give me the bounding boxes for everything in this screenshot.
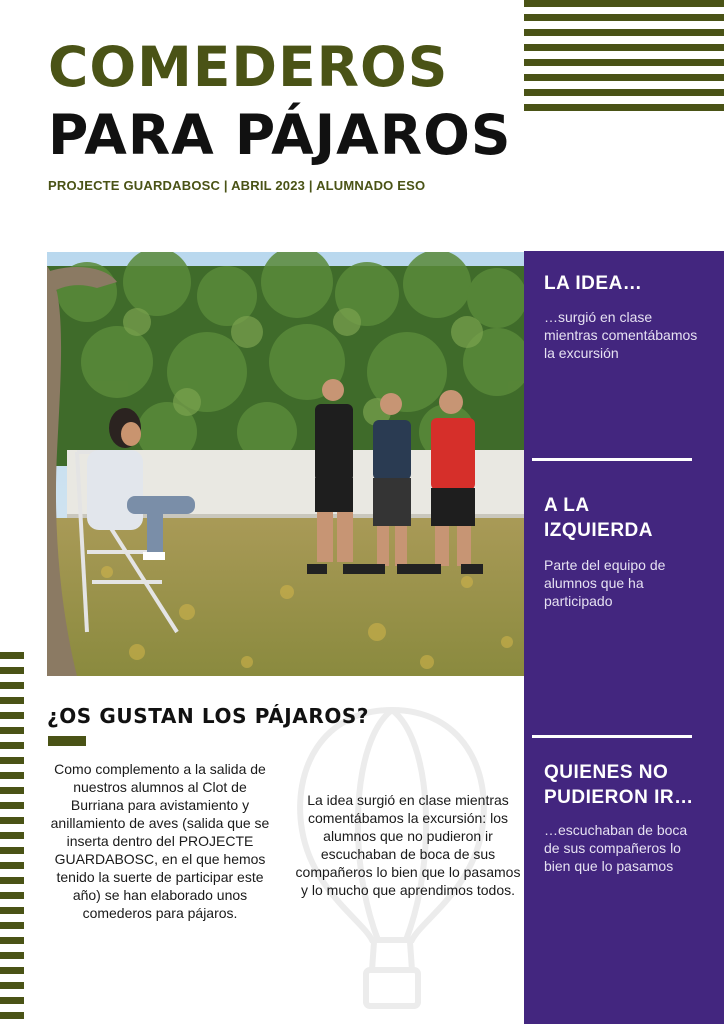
sidebar-heading-quienes-line1: QUIENES NO bbox=[544, 762, 669, 783]
sidebar-body-izquierda: Parte del equipo de alumnos que ha participado bbox=[544, 557, 666, 609]
page-title-line1: COMEDEROS bbox=[48, 35, 449, 99]
sidebar-body-idea: …surgió en clase mientras comentábamos la excursión bbox=[544, 309, 698, 361]
article-column-1: Como complemento a la salida de nuestros alumnos al Clot de Burriana para avistamiento y anillamiento de aves (salida que se inserta dentro del PROJECTE GUARDABOSC, en el que hemos tenido la suerte de participar este año) se han elaborado unos comederos para pájaros. bbox=[50, 761, 270, 921]
photo-students-standing-by-hedge bbox=[47, 252, 524, 676]
article-heading: ¿OS GUSTAN LOS PÁJAROS? bbox=[47, 704, 370, 728]
sidebar bbox=[524, 251, 724, 1024]
sidebar-heading-izquierda-line2: IZQUIERDA bbox=[544, 520, 653, 541]
top-right-stripes bbox=[524, 0, 724, 112]
sidebar-divider bbox=[532, 735, 692, 738]
left-stripes bbox=[0, 652, 24, 1024]
sidebar-body-quienes: …escuchaban de boca de sus compañeros lo bien que lo pasamos bbox=[544, 822, 688, 874]
students-photo bbox=[47, 252, 524, 676]
sidebar-divider bbox=[532, 458, 692, 461]
sidebar-heading-izquierda-line1: A LA bbox=[544, 495, 590, 516]
sidebar-heading-quienes-line2: PUDIERON IR… bbox=[544, 787, 694, 808]
page-subtitle: PROJECTE GUARDABOSC | ABRIL 2023 | ALUMNADO ESO bbox=[48, 178, 426, 193]
sidebar-heading-idea: LA IDEA… bbox=[544, 273, 643, 294]
article-column-2: La idea surgió en clase mientras comentábamos la excursión: los alumnos que no pudieron ir escuchaban de boca de sus compañeros lo bien que lo pasamos y lo mucho que aprendimos todos. bbox=[295, 792, 521, 898]
page-title-line2: PARA PÁJAROS bbox=[48, 103, 512, 167]
heading-accent-bar bbox=[48, 736, 86, 746]
